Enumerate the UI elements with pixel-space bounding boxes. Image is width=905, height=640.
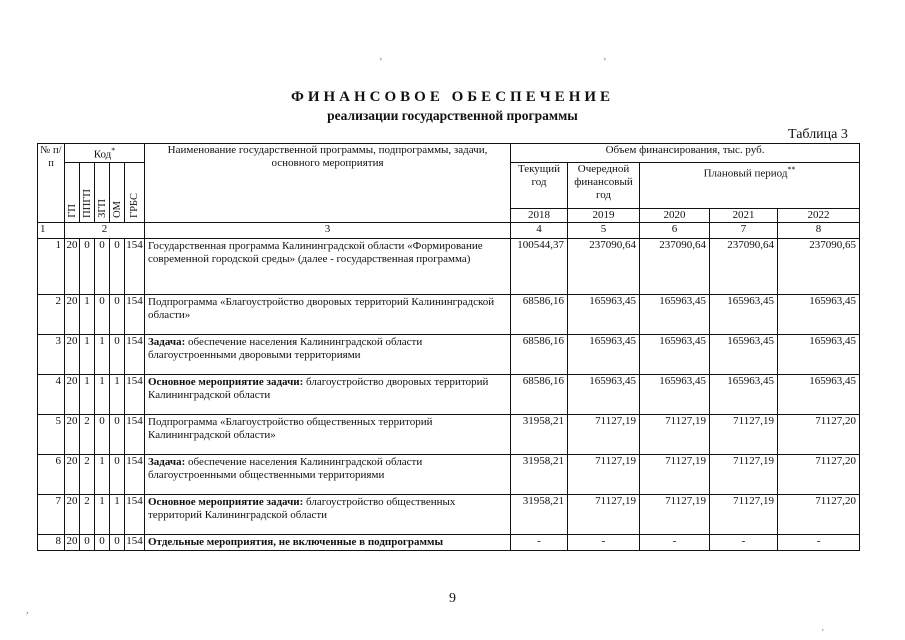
code-ppgp: 1 [80, 294, 95, 334]
value-cell: - [710, 534, 778, 550]
code-om: 0 [110, 414, 125, 454]
index-cell: 2 [65, 222, 145, 238]
year-cell: 2022 [778, 208, 860, 222]
index-cell: 7 [710, 222, 778, 238]
code-group-header [65, 144, 145, 163]
code-om: 0 [110, 454, 125, 494]
code-zgp: 1 [95, 494, 110, 534]
value-cell: 71127,19 [640, 494, 710, 534]
value-cell: - [778, 534, 860, 550]
row-number: 7 [38, 494, 65, 534]
code-grbs: 154 [125, 454, 145, 494]
code-ppgp: 1 [80, 334, 95, 374]
table-row [38, 238, 860, 294]
value-cell: 31958,21 [511, 494, 568, 534]
value-cell: 165963,45 [568, 374, 640, 414]
row-name [145, 414, 511, 454]
value-cell: 165963,45 [778, 374, 860, 414]
value-cell: 71127,19 [640, 414, 710, 454]
code-grbs: 154 [125, 334, 145, 374]
code-col-ppgp-header: ППГП [80, 162, 95, 222]
index-cell: 8 [778, 222, 860, 238]
code-ppgp: 2 [80, 494, 95, 534]
row-number: 6 [38, 454, 65, 494]
code-gp: 20 [65, 334, 80, 374]
value-cell: 68586,16 [511, 374, 568, 414]
index-cell: 3 [145, 222, 511, 238]
code-gp: 20 [65, 374, 80, 414]
code-ppgp: 2 [80, 414, 95, 454]
value-cell: - [568, 534, 640, 550]
code-zgp: 1 [95, 374, 110, 414]
row-name-text: обеспечение населения Калининградской области благоустроенными дворовыми территориями [148, 335, 423, 361]
row-name-prefix: Основное мероприятие задачи: [148, 495, 304, 508]
code-zgp: 1 [95, 454, 110, 494]
row-name [145, 494, 511, 534]
value-cell: 71127,19 [710, 494, 778, 534]
value-cell: 237090,64 [710, 238, 778, 294]
row-name-text: обеспечение населения Калининградской области благоустроенными общественными территориями [148, 455, 423, 481]
code-om: 0 [110, 534, 125, 550]
page-subtitle: реализации государственной программы [327, 108, 578, 123]
value-cell: 71127,19 [568, 494, 640, 534]
code-om: 0 [110, 334, 125, 374]
code-ppgp: 1 [80, 374, 95, 414]
value-cell: 165963,45 [710, 334, 778, 374]
year-cell: 2019 [568, 208, 640, 222]
code-grbs: 154 [125, 494, 145, 534]
row-name [145, 294, 511, 334]
row-number: 2 [38, 294, 65, 334]
index-cell: 1 [38, 222, 65, 238]
code-col-grbs-header: ГРБС [125, 162, 145, 222]
code-gp: 20 [65, 454, 80, 494]
code-zgp: 0 [95, 534, 110, 550]
value-cell: 237090,64 [640, 238, 710, 294]
code-grbs: 154 [125, 374, 145, 414]
row-name-text: Подпрограмма «Благоустройство дворовых территорий Калининградской области» [148, 295, 495, 321]
current-year-header: Текущий год [511, 162, 568, 208]
value-cell: 71127,19 [640, 454, 710, 494]
code-grbs: 154 [125, 294, 145, 334]
table-row [38, 294, 860, 334]
plan-period-header [640, 162, 860, 208]
volume-header: Объем финансирования, тыс. руб. [511, 144, 860, 163]
scan-dot: ' [604, 57, 606, 68]
row-name-text: Подпрограмма «Благоустройство общественных территорий Калининградской области» [148, 415, 433, 441]
page-number: 9 [449, 591, 456, 606]
code-ppgp: 0 [80, 534, 95, 550]
code-grbs: 154 [125, 414, 145, 454]
plan-period-label: Плановый период [703, 167, 788, 180]
scan-dot: ' [822, 628, 824, 639]
plan-footnote-mark: ** [787, 164, 796, 174]
value-cell: 237090,64 [568, 238, 640, 294]
table-row [38, 534, 860, 550]
year-cell: 2018 [511, 208, 568, 222]
code-zgp: 1 [95, 334, 110, 374]
value-cell: 165963,45 [710, 294, 778, 334]
row-name [145, 238, 511, 294]
code-zgp: 0 [95, 238, 110, 294]
code-group-label: Код [93, 148, 112, 161]
scan-dot: ' [380, 57, 382, 68]
value-cell: 165963,45 [710, 374, 778, 414]
row-name-prefix: Основное мероприятие задачи: [148, 375, 304, 388]
column-index-row [38, 222, 860, 238]
value-cell: 71127,20 [778, 454, 860, 494]
row-name-prefix: Задача: [148, 455, 186, 468]
table-row [38, 414, 860, 454]
row-name-text: благоустройство дворовых территорий Калининградской области [148, 375, 489, 401]
code-col-gp-header: ГП [65, 162, 80, 222]
row-name-prefix: Задача: [148, 335, 186, 348]
table-label: Таблица 3 [788, 127, 848, 142]
col-num-header: № п/п [38, 144, 65, 223]
name-header: Наименование государственной программы, подпрограммы, задачи, основного мероприятия [145, 144, 511, 223]
code-ppgp: 0 [80, 238, 95, 294]
row-number: 1 [38, 238, 65, 294]
value-cell: 68586,16 [511, 294, 568, 334]
value-cell: 165963,45 [640, 294, 710, 334]
code-footnote-mark: * [111, 146, 116, 155]
row-name [145, 534, 511, 550]
year-cell: 2020 [640, 208, 710, 222]
row-number: 8 [38, 534, 65, 550]
value-cell: 31958,21 [511, 414, 568, 454]
code-gp: 20 [65, 494, 80, 534]
value-cell: 71127,19 [568, 454, 640, 494]
value-cell: - [511, 534, 568, 550]
value-cell: 71127,19 [568, 414, 640, 454]
index-cell: 4 [511, 222, 568, 238]
code-om: 1 [110, 374, 125, 414]
table-row [38, 374, 860, 414]
code-ppgp: 2 [80, 454, 95, 494]
financing-table [37, 143, 860, 551]
code-om: 0 [110, 294, 125, 334]
value-cell: 237090,65 [778, 238, 860, 294]
code-om: 1 [110, 494, 125, 534]
year-cell: 2021 [710, 208, 778, 222]
value-cell: 165963,45 [568, 294, 640, 334]
code-gp: 20 [65, 534, 80, 550]
row-name-text: благоустройство общественных территорий Калининградской области [148, 495, 456, 521]
scan-dot: , [26, 605, 29, 616]
table-row [38, 494, 860, 534]
row-name-text: Государственная программа Калининградской области «Формирование современной городской среды» (далее - государственная программа) [148, 239, 483, 265]
row-number: 4 [38, 374, 65, 414]
code-gp: 20 [65, 414, 80, 454]
code-gp: 20 [65, 294, 80, 334]
row-name [145, 334, 511, 374]
code-zgp: 0 [95, 414, 110, 454]
index-cell: 6 [640, 222, 710, 238]
value-cell: 71127,19 [710, 454, 778, 494]
row-number: 5 [38, 414, 65, 454]
row-name [145, 374, 511, 414]
value-cell: - [640, 534, 710, 550]
page-title: ФИНАНСОВОЕ ОБЕСПЕЧЕНИЕ [290, 89, 615, 105]
row-name-prefix: Отдельные мероприятия, не включенные в подпрограммы [148, 535, 444, 548]
code-om: 0 [110, 238, 125, 294]
row-number: 3 [38, 334, 65, 374]
value-cell: 71127,20 [778, 414, 860, 454]
index-cell: 5 [568, 222, 640, 238]
value-cell: 71127,19 [710, 414, 778, 454]
code-zgp: 0 [95, 294, 110, 334]
value-cell: 100544,37 [511, 238, 568, 294]
code-grbs: 154 [125, 534, 145, 550]
code-grbs: 154 [125, 238, 145, 294]
value-cell: 165963,45 [778, 334, 860, 374]
value-cell: 165963,45 [568, 334, 640, 374]
table-row [38, 334, 860, 374]
table-row [38, 454, 860, 494]
value-cell: 165963,45 [640, 334, 710, 374]
value-cell: 68586,16 [511, 334, 568, 374]
next-year-header: Очередной финансовый год [568, 162, 640, 208]
value-cell: 165963,45 [640, 374, 710, 414]
row-name [145, 454, 511, 494]
code-col-zgp-header: ЗГП [95, 162, 110, 222]
code-gp: 20 [65, 238, 80, 294]
value-cell: 31958,21 [511, 454, 568, 494]
value-cell: 71127,20 [778, 494, 860, 534]
value-cell: 165963,45 [778, 294, 860, 334]
code-col-om-header: ОМ [110, 162, 125, 222]
